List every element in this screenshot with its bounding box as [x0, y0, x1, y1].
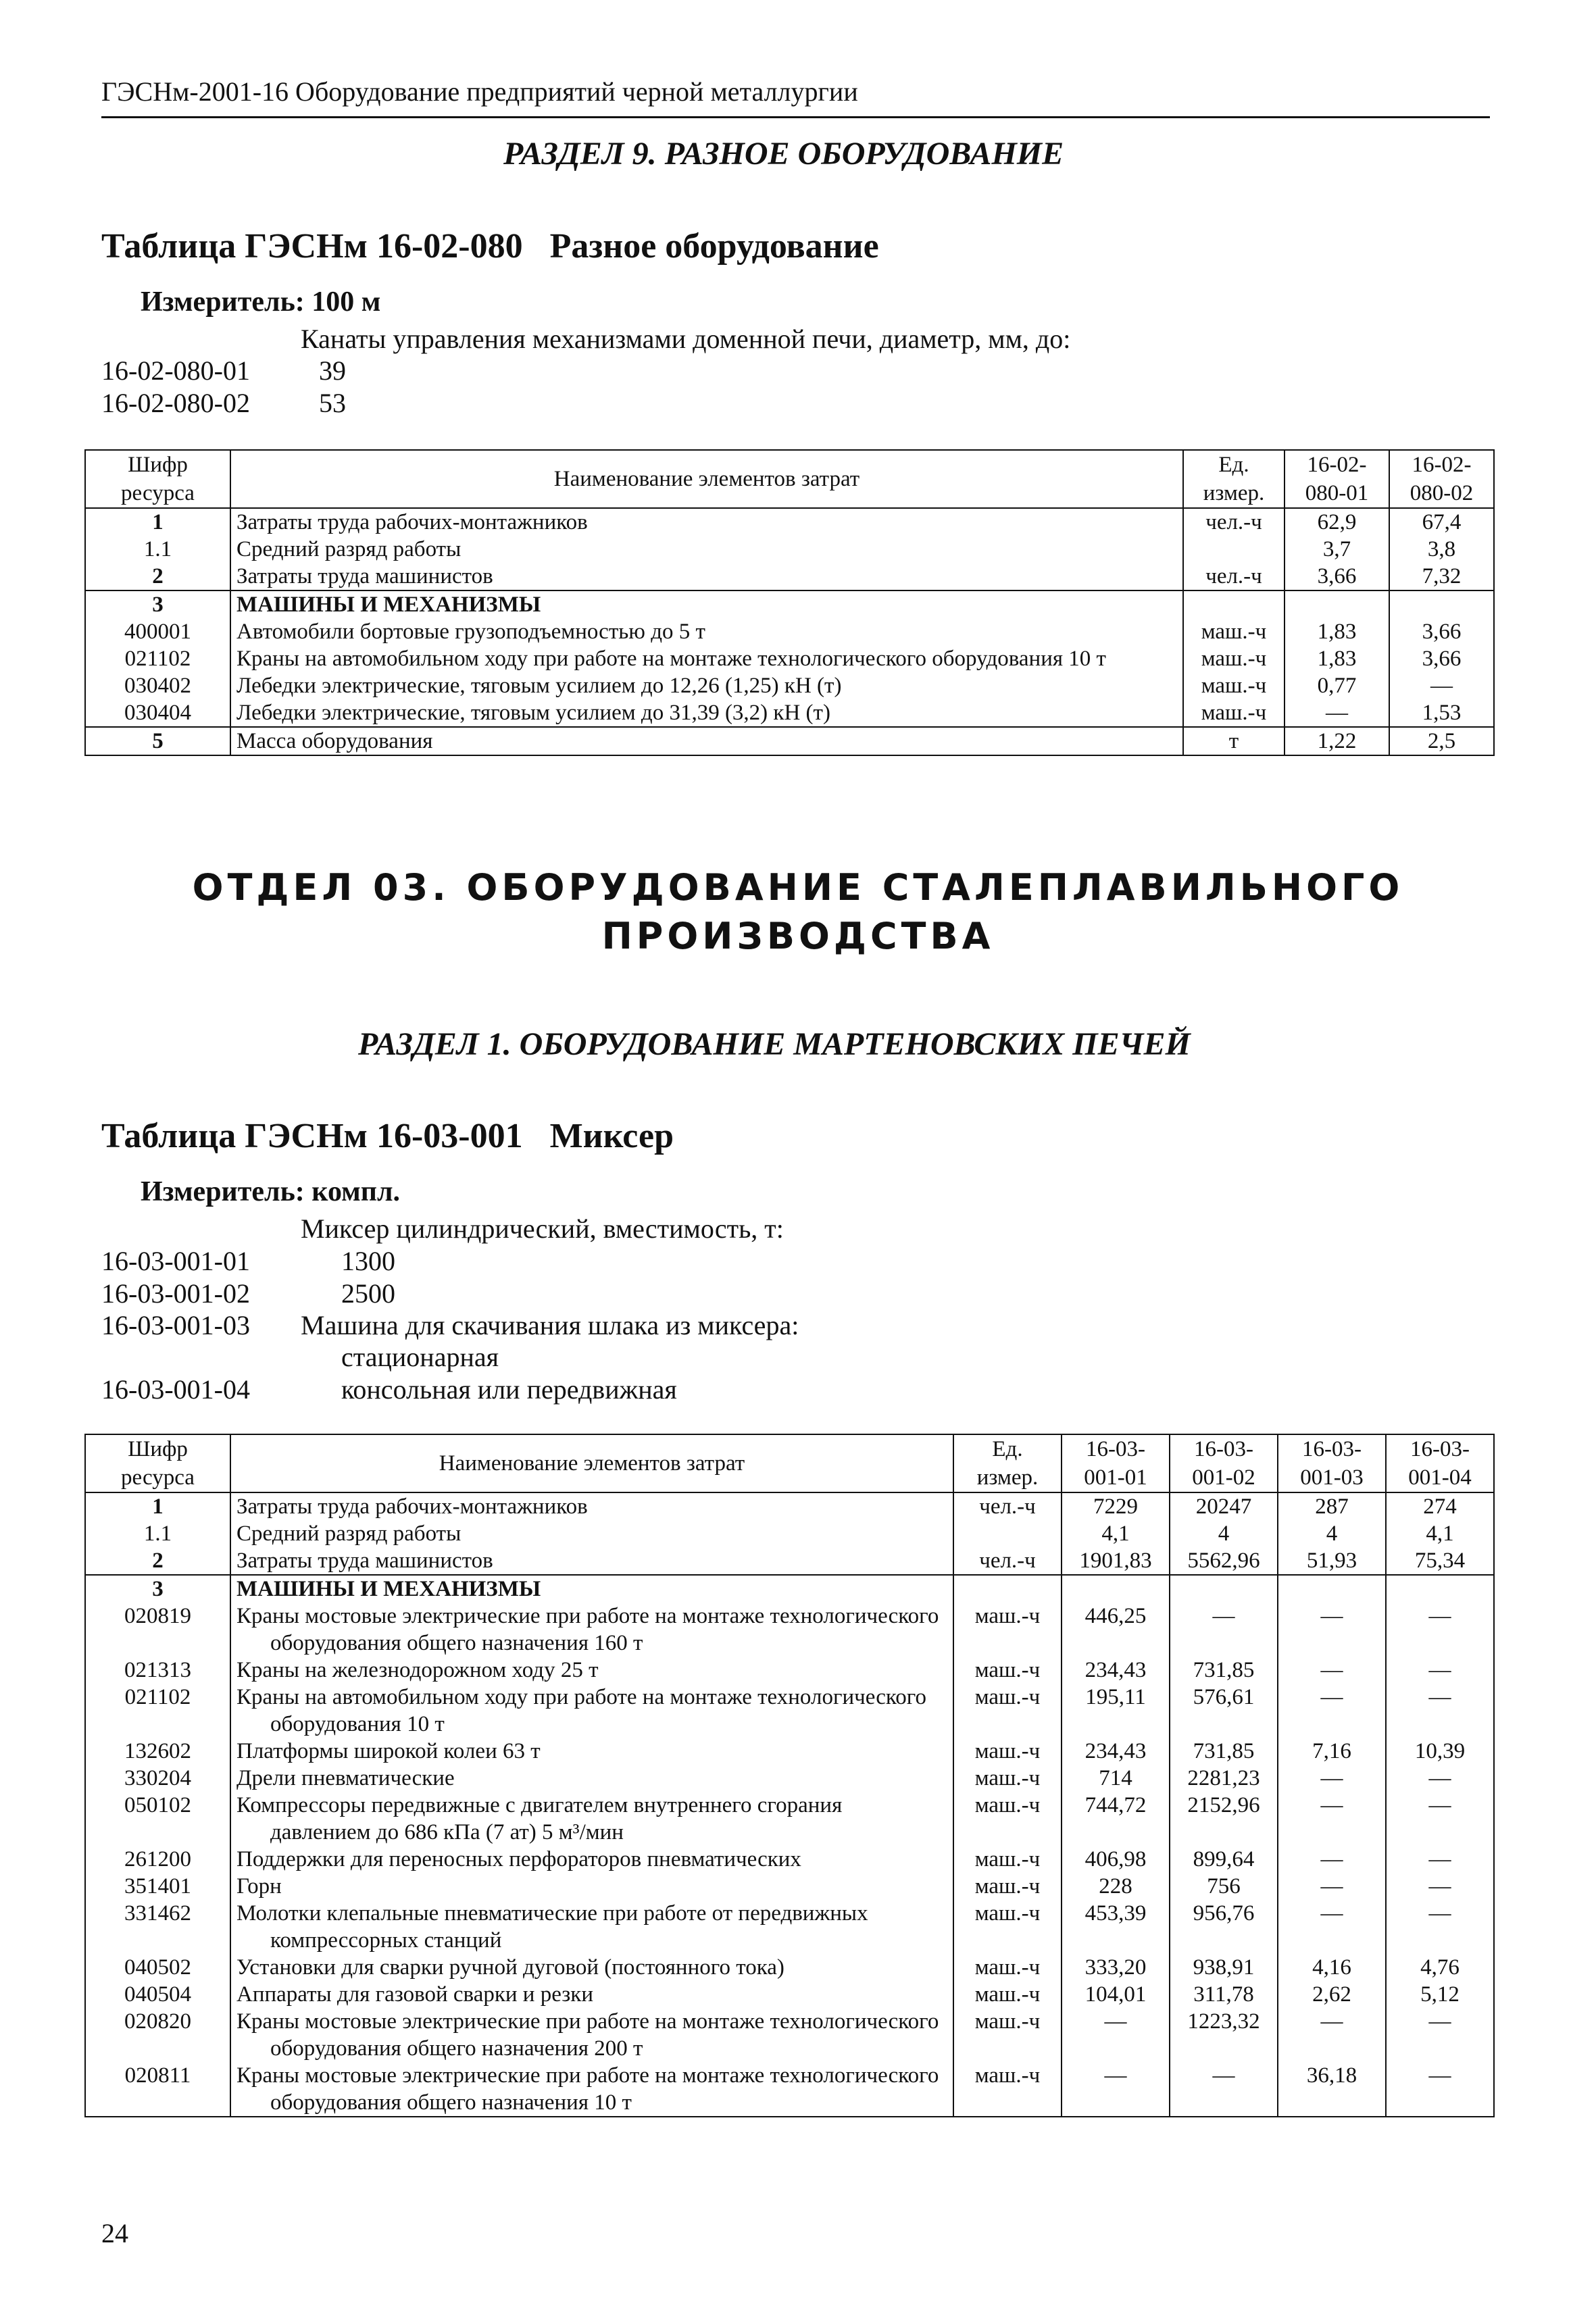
table-row: [85, 645, 1494, 672]
cell-code: 050102: [85, 1792, 230, 1846]
cell-code: 330204: [85, 1765, 230, 1792]
cell-value: 274: [1386, 1492, 1494, 1520]
cell-value: 7,16: [1278, 1738, 1386, 1765]
cell-name: Средний разряд работы: [230, 536, 1183, 563]
cell-code: 020820: [85, 2008, 230, 2062]
cell-value: —: [1278, 1846, 1386, 1873]
cell-code: 021102: [85, 1684, 230, 1738]
cell-value: 4,76: [1386, 1954, 1494, 1981]
cell-name: Дрели пневматические: [230, 1765, 953, 1792]
cell-value: —: [1386, 1873, 1494, 1900]
table-header-row: [85, 450, 1494, 508]
table-row: [85, 1792, 1494, 1846]
meter-label: Измеритель:: [141, 1176, 305, 1207]
cell-value: 67,4: [1389, 508, 1494, 536]
table-label: Таблица ГЭСНм 16-02-080: [101, 227, 523, 266]
header-col: 16-03-001-02: [1170, 1434, 1278, 1492]
cell-code: 3: [85, 1575, 230, 1603]
cell-value: [1062, 1575, 1170, 1603]
cell-unit: маш.-ч: [953, 1738, 1062, 1765]
cell-code: 351401: [85, 1873, 230, 1900]
table-row: [85, 2008, 1494, 2062]
section-title: РАЗДЕЛ 1. ОБОРУДОВАНИЕ МАРТЕНОВСКИХ ПЕЧЕЙ: [358, 1026, 1191, 1062]
item-text: консольная или передвижная: [341, 1374, 677, 1405]
table-row: [85, 618, 1494, 645]
cell-value: 333,20: [1062, 1954, 1170, 1981]
table-row: [85, 1684, 1494, 1738]
cell-name: Затраты труда машинистов: [230, 563, 1183, 590]
cell-value: 75,34: [1386, 1547, 1494, 1575]
meter-label: Измеритель:: [141, 286, 305, 318]
cell-value: 36,18: [1278, 2062, 1386, 2117]
table-row: [85, 1900, 1494, 1954]
cell-value: 234,43: [1062, 1738, 1170, 1765]
table-row: [85, 1846, 1494, 1873]
header-unit: Ед. измер.: [953, 1434, 1062, 1492]
item-text: 39: [319, 355, 346, 386]
header-name: Наименование элементов затрат: [230, 450, 1183, 508]
cell-value: 899,64: [1170, 1846, 1278, 1873]
cell-value: 714: [1062, 1765, 1170, 1792]
cell-value: [1278, 1575, 1386, 1603]
cell-value: 446,25: [1062, 1603, 1170, 1657]
section-title: РАЗДЕЛ 9. РАЗНОЕ ОБОРУДОВАНИЕ: [503, 136, 1064, 172]
cell-code: 3: [85, 590, 230, 618]
table-name: Миксер: [549, 1117, 674, 1155]
cell-value: 1901,83: [1062, 1547, 1170, 1575]
cell-value: 1223,32: [1170, 2008, 1278, 2062]
meter-value: компл.: [311, 1176, 401, 1207]
cell-value: —: [1278, 1684, 1386, 1738]
cell-value: 731,85: [1170, 1738, 1278, 1765]
cell-value: 3,66: [1285, 563, 1389, 590]
cell-value: —: [1386, 1765, 1494, 1792]
cell-name: Установки для сварки ручной дуговой (постоянного тока): [230, 1954, 953, 1981]
table-row: [85, 1873, 1494, 1900]
cell-value: 1,83: [1285, 645, 1389, 672]
meter: [141, 1176, 400, 1208]
norms-table: [84, 449, 1495, 756]
table-row: [85, 1547, 1494, 1575]
cell-value: —: [1386, 1900, 1494, 1954]
cell-name: Затраты труда рабочих-монтажников: [230, 1492, 953, 1520]
cell-name: Краны мостовые электрические при работе на монтаже технологического оборудования общего назначения 160 т: [230, 1603, 953, 1657]
cell-unit: маш.-ч: [953, 1603, 1062, 1657]
cell-value: 956,76: [1170, 1900, 1278, 1954]
header-col: 16-03-001-03: [1278, 1434, 1386, 1492]
cell-value: 3,66: [1389, 618, 1494, 645]
cell-name: Поддержки для переносных перфораторов пневматических: [230, 1846, 953, 1873]
cell-value: [1285, 590, 1389, 618]
item-code: 16-03-001-04: [101, 1374, 250, 1405]
cell-value: 5562,96: [1170, 1547, 1278, 1575]
table-row: [85, 672, 1494, 699]
cell-value: 938,91: [1170, 1954, 1278, 1981]
cell-unit: маш.-ч: [953, 1792, 1062, 1846]
cell-code: 1.1: [85, 536, 230, 563]
cell-value: 2152,96: [1170, 1792, 1278, 1846]
table-row: [85, 2062, 1494, 2117]
cell-value: 7229: [1062, 1492, 1170, 1520]
cell-name: Затраты труда рабочих-монтажников: [230, 508, 1183, 536]
cell-unit: [1183, 536, 1285, 563]
table-row: [85, 1738, 1494, 1765]
item-code: 16-02-080-02: [101, 388, 250, 418]
cell-unit: т: [1183, 727, 1285, 755]
cell-unit: чел.-ч: [953, 1492, 1062, 1520]
department-heading-line1: ОТДЕЛ 03. ОБОРУДОВАНИЕ СТАЛЕПЛАВИЛЬНОГО: [192, 866, 1404, 909]
header-code: Шифр ресурса: [85, 1434, 230, 1492]
cell-value: —: [1278, 2008, 1386, 2062]
cell-value: 287: [1278, 1492, 1386, 1520]
cell-code: 331462: [85, 1900, 230, 1954]
cell-value: 756: [1170, 1873, 1278, 1900]
table-row: [85, 1657, 1494, 1684]
cell-value: 5,12: [1386, 1981, 1494, 2008]
cell-value: —: [1386, 1792, 1494, 1846]
cell-name: Горн: [230, 1873, 953, 1900]
cell-value: 228: [1062, 1873, 1170, 1900]
item-code: 16-03-001-02: [101, 1278, 250, 1309]
item-text: Машина для скачивания шлака из миксера:: [301, 1310, 799, 1340]
cell-value: 51,93: [1278, 1547, 1386, 1575]
cell-code: 020819: [85, 1603, 230, 1657]
cell-value: —: [1285, 699, 1389, 727]
cell-value: —: [1389, 672, 1494, 699]
cell-unit: маш.-ч: [1183, 618, 1285, 645]
cell-name: МАШИНЫ И МЕХАНИЗМЫ: [230, 1575, 953, 1603]
table-row: [85, 508, 1494, 536]
header-col: 16-03-001-01: [1062, 1434, 1170, 1492]
table-header-row: [85, 1434, 1494, 1492]
cell-value: 234,43: [1062, 1657, 1170, 1684]
cell-value: 453,39: [1062, 1900, 1170, 1954]
cell-value: [1389, 590, 1494, 618]
cell-code: 030402: [85, 672, 230, 699]
cell-name: Платформы широкой колеи 63 т: [230, 1738, 953, 1765]
cell-unit: маш.-ч: [953, 2062, 1062, 2117]
item-code: 16-03-001-03: [101, 1310, 250, 1340]
norms-table: [84, 1434, 1495, 2117]
cell-value: —: [1278, 1765, 1386, 1792]
cell-value: 576,61: [1170, 1684, 1278, 1738]
running-header: ГЭСНм-2001-16 Оборудование предприятий черной металлургии: [101, 76, 858, 107]
cell-value: —: [1386, 1603, 1494, 1657]
cell-value: —: [1386, 1684, 1494, 1738]
cell-name: Краны на железнодорожном ходу 25 т: [230, 1657, 953, 1684]
department-heading-line2: ПРОИЗВОДСТВА: [601, 915, 995, 957]
cell-code: 2: [85, 1547, 230, 1575]
table-row: [85, 1575, 1494, 1603]
cell-value: 731,85: [1170, 1657, 1278, 1684]
cell-value: [1386, 1575, 1494, 1603]
cell-value: —: [1062, 2008, 1170, 2062]
cell-value: 4,1: [1062, 1520, 1170, 1547]
table-title: [101, 1116, 674, 1156]
cell-name: Краны мостовые электрические при работе на монтаже технологического оборудования общего назначения 200 т: [230, 2008, 953, 2062]
cell-code: 1.1: [85, 1520, 230, 1547]
cell-name: Лебедки электрические, тяговым усилием до 31,39 (3,2) кН (т): [230, 699, 1183, 727]
cell-value: 3,7: [1285, 536, 1389, 563]
cell-unit: чел.-ч: [1183, 563, 1285, 590]
cell-value: —: [1062, 2062, 1170, 2117]
cell-code: 020811: [85, 2062, 230, 2117]
cell-value: 62,9: [1285, 508, 1389, 536]
cell-code: 132602: [85, 1738, 230, 1765]
cell-name: Автомобили бортовые грузоподъемностью до 5 т: [230, 618, 1183, 645]
cell-code: 040504: [85, 1981, 230, 2008]
cell-unit: маш.-ч: [953, 1657, 1062, 1684]
table-row: [85, 1520, 1494, 1547]
item-text: 2500: [341, 1278, 395, 1309]
cell-value: 3,8: [1389, 536, 1494, 563]
table-row: [85, 727, 1494, 755]
table-row: [85, 563, 1494, 590]
cell-name: МАШИНЫ И МЕХАНИЗМЫ: [230, 590, 1183, 618]
cell-name: Краны на автомобильном ходу при работе на монтаже технологического оборудования 10 т: [230, 1684, 953, 1738]
cell-code: 5: [85, 727, 230, 755]
table-row: [85, 536, 1494, 563]
cell-value: 311,78: [1170, 1981, 1278, 2008]
cell-code: 261200: [85, 1846, 230, 1873]
cell-code: 021102: [85, 645, 230, 672]
page-number: 24: [101, 2218, 128, 2248]
item-code: 16-03-001-01: [101, 1246, 250, 1276]
table-row: [85, 590, 1494, 618]
cell-value: 195,11: [1062, 1684, 1170, 1738]
table-label: Таблица ГЭСНм 16-03-001: [101, 1117, 523, 1155]
item-code: 16-02-080-01: [101, 355, 250, 386]
cell-unit: маш.-ч: [1183, 645, 1285, 672]
cell-value: 4: [1278, 1520, 1386, 1547]
item-text: 1300: [341, 1246, 395, 1276]
cell-name: Краны на автомобильном ходу при работе на монтаже технологического оборудования 10 т: [230, 645, 1183, 672]
cell-value: —: [1386, 2008, 1494, 2062]
cell-value: —: [1170, 2062, 1278, 2117]
cell-name: Компрессоры передвижные с двигателем внутреннего сгорания давлением до 686 кПа (7 ат) 5 м³/мин: [230, 1792, 953, 1846]
cell-code: 1: [85, 508, 230, 536]
cell-unit: чел.-ч: [953, 1547, 1062, 1575]
cell-unit: маш.-ч: [1183, 672, 1285, 699]
cell-unit: маш.-ч: [1183, 699, 1285, 727]
table-body: [85, 508, 1494, 755]
cell-unit: маш.-ч: [953, 2008, 1062, 2062]
table-description: Канаты управления механизмами доменной печи, диаметр, мм, до:: [301, 324, 1071, 354]
cell-value: 2,62: [1278, 1981, 1386, 2008]
cell-value: 4: [1170, 1520, 1278, 1547]
cell-name: Аппараты для газовой сварки и резки: [230, 1981, 953, 2008]
cell-name: Масса оборудования: [230, 727, 1183, 755]
meter: [141, 286, 380, 318]
header-col: 16-02-080-02: [1389, 450, 1494, 508]
cell-unit: [953, 1575, 1062, 1603]
cell-code: 2: [85, 563, 230, 590]
item-text: 53: [319, 388, 346, 418]
cell-value: 744,72: [1062, 1792, 1170, 1846]
cell-value: 10,39: [1386, 1738, 1494, 1765]
cell-name: Молотки клепальные пневматические при работе от передвижных компрессорных станций: [230, 1900, 953, 1954]
header-code: Шифр ресурса: [85, 450, 230, 508]
table-description: Миксер цилиндрический, вместимость, т:: [301, 1213, 784, 1244]
table-row: [85, 1981, 1494, 2008]
cell-value: —: [1386, 2062, 1494, 2117]
cell-value: —: [1278, 1657, 1386, 1684]
cell-value: 1,53: [1389, 699, 1494, 727]
cell-unit: маш.-ч: [953, 1981, 1062, 2008]
cell-code: 040502: [85, 1954, 230, 1981]
cell-value: 1,22: [1285, 727, 1389, 755]
cell-value: —: [1278, 1603, 1386, 1657]
cell-value: 4,16: [1278, 1954, 1386, 1981]
header-name: Наименование элементов затрат: [230, 1434, 953, 1492]
cell-value: —: [1278, 1792, 1386, 1846]
table-name: Разное оборудование: [549, 227, 879, 266]
cell-name: Затраты труда машинистов: [230, 1547, 953, 1575]
table-body: [85, 1492, 1494, 2117]
cell-value: —: [1278, 1900, 1386, 1954]
cell-name: Лебедки электрические, тяговым усилием до 12,26 (1,25) кН (т): [230, 672, 1183, 699]
cell-value: 406,98: [1062, 1846, 1170, 1873]
cell-code: 021313: [85, 1657, 230, 1684]
cell-unit: маш.-ч: [953, 1954, 1062, 1981]
cell-unit: маш.-ч: [953, 1765, 1062, 1792]
table-title: [101, 226, 879, 266]
cell-value: 2281,23: [1170, 1765, 1278, 1792]
cell-code: 1: [85, 1492, 230, 1520]
cell-unit: чел.-ч: [1183, 508, 1285, 536]
cell-unit: [1183, 590, 1285, 618]
cell-value: —: [1278, 1873, 1386, 1900]
cell-value: 2,5: [1389, 727, 1494, 755]
cell-value: —: [1386, 1846, 1494, 1873]
cell-value: [1170, 1575, 1278, 1603]
header-col: 16-02-080-01: [1285, 450, 1389, 508]
table-row: [85, 1765, 1494, 1792]
table-row: [85, 1603, 1494, 1657]
cell-unit: маш.-ч: [953, 1873, 1062, 1900]
table-row: [85, 1492, 1494, 1520]
table-row: [85, 1954, 1494, 1981]
cell-value: 104,01: [1062, 1981, 1170, 2008]
cell-value: —: [1170, 1603, 1278, 1657]
cell-name: Краны мостовые электрические при работе на монтаже технологического оборудования общего назначения 10 т: [230, 2062, 953, 2117]
cell-unit: маш.-ч: [953, 1900, 1062, 1954]
cell-value: —: [1386, 1657, 1494, 1684]
header-col: 16-03-001-04: [1386, 1434, 1494, 1492]
cell-value: 3,66: [1389, 645, 1494, 672]
item-text: стационарная: [341, 1342, 499, 1372]
table-row: [85, 699, 1494, 727]
header-unit: Ед. измер.: [1183, 450, 1285, 508]
cell-value: 4,1: [1386, 1520, 1494, 1547]
cell-code: 030404: [85, 699, 230, 727]
cell-name: Средний разряд работы: [230, 1520, 953, 1547]
cell-value: 20247: [1170, 1492, 1278, 1520]
meter-value: 100 м: [311, 286, 381, 318]
cell-unit: маш.-ч: [953, 1846, 1062, 1873]
cell-code: 400001: [85, 618, 230, 645]
cell-value: 7,32: [1389, 563, 1494, 590]
header-rule: [101, 116, 1490, 118]
cell-unit: [953, 1520, 1062, 1547]
cell-value: 1,83: [1285, 618, 1389, 645]
cell-unit: маш.-ч: [953, 1684, 1062, 1738]
cell-value: 0,77: [1285, 672, 1389, 699]
